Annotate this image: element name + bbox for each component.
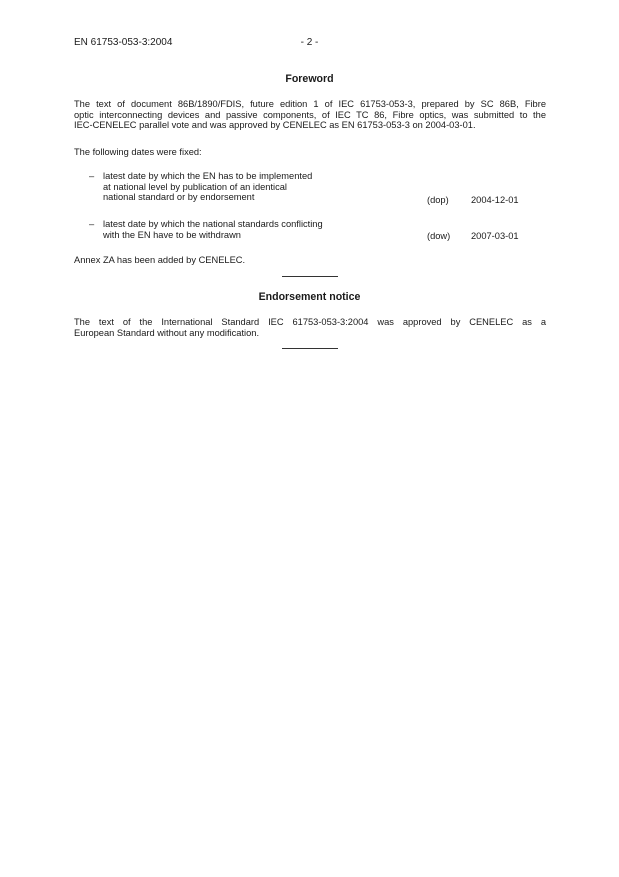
date-value: 2007-03-01 xyxy=(471,231,519,241)
date-value: 2004-12-01 xyxy=(471,195,519,205)
date-item-line: latest date by which the national standards conflicting xyxy=(103,219,323,229)
document-id: EN 61753-053-3:2004 xyxy=(74,37,173,48)
annex-note: Annex ZA has been added by CENELEC. xyxy=(74,255,246,265)
foreword-intro-line: optic interconnecting devices and passive components, of IEC TC 86, Fibre optics, was submitted to the xyxy=(74,109,546,120)
list-dash: – xyxy=(89,171,95,181)
endorsement-line: The text of the International Standard IEC 61753-053-3:2004 was approved by CENELEC as a xyxy=(74,317,546,327)
endorsement-paragraph xyxy=(74,317,546,338)
date-item-line: with the EN have to be withdrawn xyxy=(103,229,241,240)
date-item-text xyxy=(103,219,323,240)
date-item-line: latest date by which the EN has to be implemented xyxy=(103,171,313,181)
section-divider xyxy=(282,276,338,277)
endorsement-title: Endorsement notice xyxy=(258,291,361,303)
date-abbr: (dop) xyxy=(427,195,449,205)
section-divider xyxy=(282,348,338,349)
endorsement-line: European Standard without any modification. xyxy=(74,327,260,338)
date-item-line: national standard or by endorsement xyxy=(103,192,255,203)
date-item-line: at national level by publication of an identical xyxy=(103,181,287,192)
foreword-intro-paragraph xyxy=(74,99,546,131)
foreword-title: Foreword xyxy=(285,73,334,85)
dates-intro: The following dates were fixed: xyxy=(74,147,202,157)
foreword-intro-line: The text of document 86B/1890/FDIS, future edition 1 of IEC 61753-053-3, prepared by SC 86B, Fibre xyxy=(74,99,546,109)
foreword-intro-line: IEC-CENELEC parallel vote and was approved by CENELEC as EN 61753-053-3 on 2004-03-01. xyxy=(74,120,476,131)
page-number: - 2 - xyxy=(300,37,319,48)
date-item-text xyxy=(103,171,312,203)
date-abbr: (dow) xyxy=(427,231,451,241)
list-dash: – xyxy=(89,219,95,229)
